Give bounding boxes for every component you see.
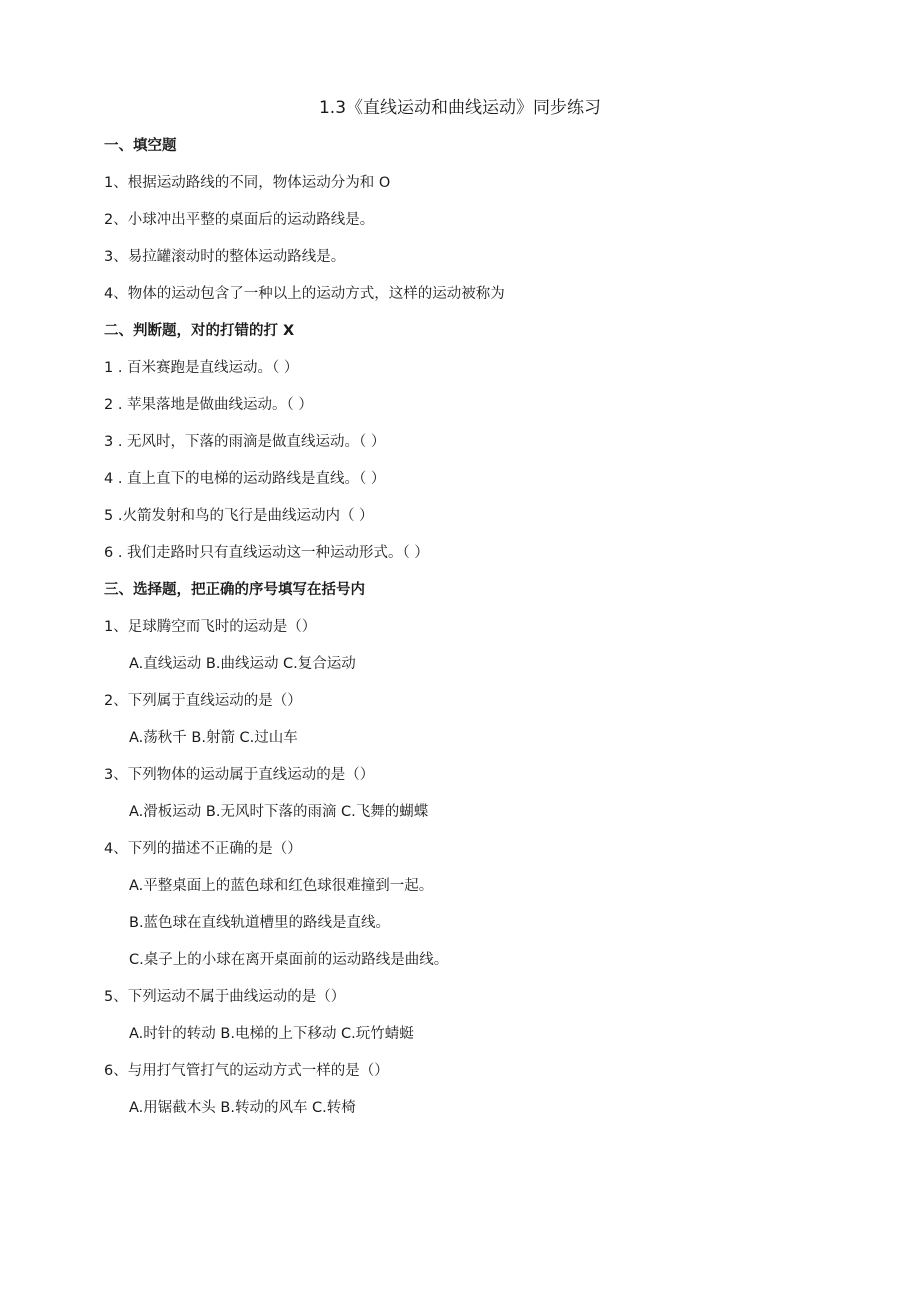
true-false-question-1: 1 . 百米赛跑是直线运动。（ ） bbox=[104, 360, 299, 376]
true-false-question-6: 6 . 我们走路时只有直线运动这一种运动形式。（ ） bbox=[104, 545, 429, 561]
true-false-question-3: 3 . 无风时，下落的雨滴是做直线运动。（ ） bbox=[104, 434, 386, 450]
choice-option-4c: C.桌子上的小球在离开桌面前的运动路线是曲线。 bbox=[129, 952, 449, 968]
fill-blank-question-3: 3、易拉罐滚动时的整体运动路线是。 bbox=[104, 249, 346, 265]
choice-question-2: 2、下列属于直线运动的是（） bbox=[104, 693, 302, 709]
choice-option-4b: B.蓝色球在直线轨道槽里的路线是直线。 bbox=[129, 915, 391, 931]
choice-options-1: A.直线运动 B.曲线运动 C.复合运动 bbox=[129, 656, 356, 672]
choice-question-6: 6、与用打气管打气的运动方式一样的是（） bbox=[104, 1063, 389, 1079]
page-title: 1.3《直线运动和曲线运动》同步练习 bbox=[318, 98, 602, 118]
choice-options-6: A.用锯截木头 B.转动的风车 C.转椅 bbox=[129, 1100, 356, 1116]
section-heading-multiple-choice: 三、选择题，把正确的序号填写在括号内 bbox=[104, 582, 365, 598]
true-false-question-2: 2 . 苹果落地是做曲线运动。（ ） bbox=[104, 397, 313, 413]
choice-question-5: 5、下列运动不属于曲线运动的是（） bbox=[104, 989, 346, 1005]
fill-blank-question-4: 4、物体的运动包含了一种以上的运动方式，这样的运动被称为 bbox=[104, 286, 505, 302]
choice-question-3: 3、下列物体的运动属于直线运动的是（） bbox=[104, 767, 375, 783]
fill-blank-question-2: 2、小球冲出平整的桌面后的运动路线是。 bbox=[104, 212, 375, 228]
choice-option-4a: A.平整桌面上的蓝色球和红色球很难撞到一起。 bbox=[129, 878, 434, 894]
true-false-question-5: 5 .火箭发射和鸟的飞行是曲线运动内（ ） bbox=[104, 508, 374, 524]
choice-question-4: 4、下列的描述不正确的是（） bbox=[104, 841, 302, 857]
choice-question-1: 1、足球腾空而飞时的运动是（） bbox=[104, 619, 317, 635]
section-heading-true-false: 二、判断题，对的打错的打 X bbox=[104, 323, 295, 339]
choice-options-5: A.时针的转动 B.电梯的上下移动 C.玩竹蜻蜓 bbox=[129, 1026, 414, 1042]
fill-blank-question-1: 1、根据运动路线的不同，物体运动分为和 O bbox=[104, 175, 391, 191]
choice-options-3: A.滑板运动 B.无风时下落的雨滴 C.飞舞的蝴蝶 bbox=[129, 804, 429, 820]
true-false-question-4: 4 . 直上直下的电梯的运动路线是直线。（ ） bbox=[104, 471, 386, 487]
choice-options-2: A.荡秋千 B.射箭 C.过山车 bbox=[129, 730, 298, 746]
section-heading-fill-blank: 一、填空题 bbox=[104, 138, 177, 154]
